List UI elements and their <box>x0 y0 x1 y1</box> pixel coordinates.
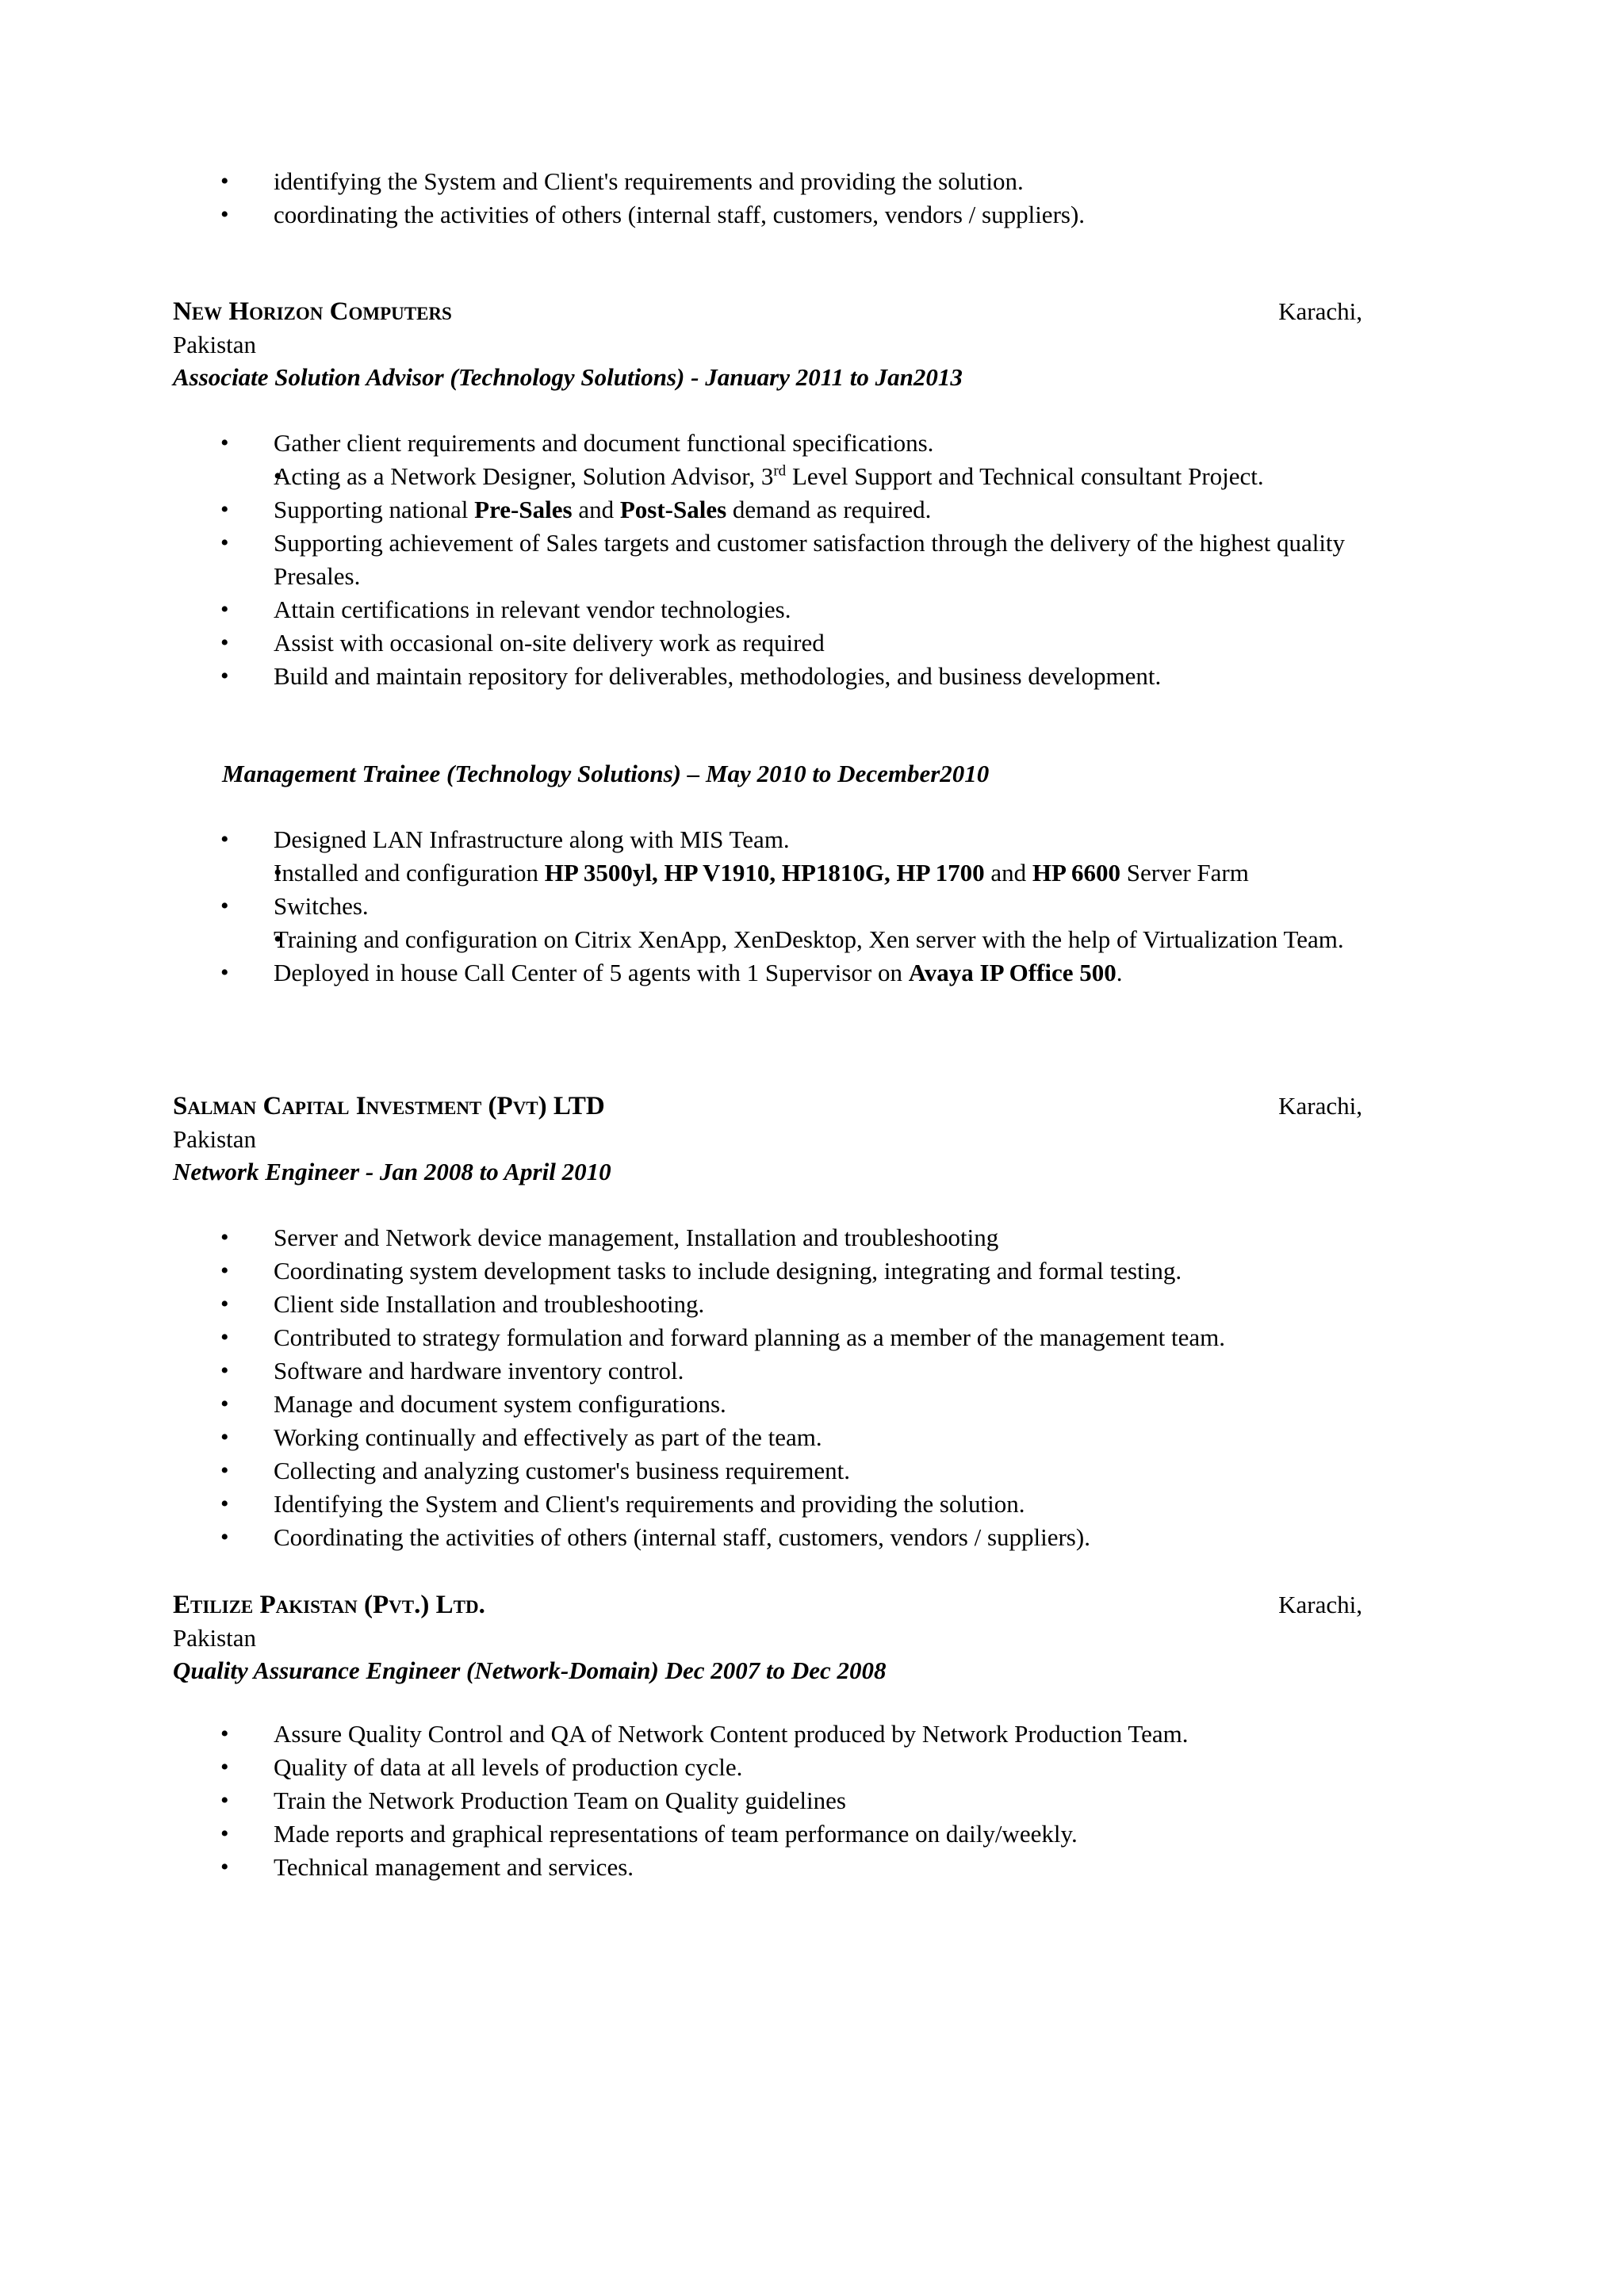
item-text: Installed and configuration <box>274 859 545 887</box>
company-name: Etilize Pakistan (Pvt.) Ltd. <box>173 1591 485 1619</box>
item-bold: Pre-Sales <box>474 496 573 523</box>
item-text: Server Farm <box>1120 859 1249 887</box>
company-header-salman-capital <box>173 1090 1362 1156</box>
item-bold: Avaya IP Office 500 <box>908 959 1116 986</box>
list-item: • Coordinating the activities of others (internal staff, customers, vendors / suppliers). <box>0 1521 1384 1554</box>
job-title: Network Engineer - Jan 2008 to April 2010 <box>173 1158 611 1185</box>
list-item <box>0 493 1384 527</box>
item-text: Level Support and Technical consultant Project. <box>786 462 1264 490</box>
list-item <box>222 856 1396 890</box>
nh-bullet-list <box>0 427 1624 693</box>
company-name: New Horizon Computers <box>173 297 452 326</box>
item-text: Supporting national <box>274 496 475 523</box>
list-item: • Training and configuration on Citrix XenApp, XenDesktop, Xen server with the help of Virtualization Team. <box>222 923 1396 956</box>
list-item: • Software and hardware inventory control. <box>0 1354 1384 1388</box>
intro-bullet-list <box>0 165 1624 232</box>
company-city: Karachi, <box>1278 1092 1362 1120</box>
list-item: • Technical management and services. <box>0 1851 1384 1884</box>
list-item: • identifying the System and Client's requirements and providing the solution. <box>0 165 1384 198</box>
item-text: Acting as a Network Designer, Solution Advisor, 3 <box>274 462 774 490</box>
company-country: Pakistan <box>173 1125 257 1153</box>
item-bold: Post-Sales <box>619 496 727 523</box>
item-text: Switches. <box>274 892 369 920</box>
list-item: • Server and Network device management, Installation and troubleshooting <box>0 1221 1384 1254</box>
item-text: and <box>984 859 1032 887</box>
list-item: • Coordinating system development tasks to include designing, integrating and formal testing. <box>0 1254 1384 1288</box>
superscript: rd <box>773 462 787 480</box>
company-country: Pakistan <box>173 331 257 358</box>
item-text: demand as required. <box>726 496 932 523</box>
list-item: • Collecting and analyzing customer's business requirement. <box>0 1454 1384 1488</box>
item-text: . <box>1116 959 1123 986</box>
list-item: • Designed LAN Infrastructure along with MIS Team. <box>0 823 1384 856</box>
list-item: • Identifying the System and Client's requirements and providing the solution. <box>0 1488 1384 1521</box>
company-header-new-horizon <box>173 295 1362 362</box>
list-item: • Working continually and effectively as part of the team. <box>0 1421 1384 1454</box>
list-item: • Build and maintain repository for deliverables, methodologies, and business development. <box>0 660 1384 693</box>
item-bold: HP 6600 <box>1032 859 1120 887</box>
list-item: • Gather client requirements and document functional specifications. <box>0 427 1384 460</box>
company-header-etilize <box>173 1588 1362 1655</box>
list-item: • Attain certifications in relevant vendor technologies. <box>0 593 1384 626</box>
list-item: • Train the Network Production Team on Quality guidelines <box>0 1784 1384 1817</box>
list-item: • Contributed to strategy formulation and forward planning as a member of the management team. <box>0 1321 1384 1354</box>
company-name: Salman Capital Investment (Pvt) LTD <box>173 1092 605 1120</box>
nh-trainee-bullet-list <box>0 823 1624 990</box>
company-city: Karachi, <box>1278 297 1362 325</box>
list-item: • Assure Quality Control and QA of Network Content produced by Network Production Team. <box>0 1718 1384 1751</box>
list-item: • Quality of data at all levels of production cycle. <box>0 1751 1384 1784</box>
list-item <box>222 460 1396 493</box>
item-bold: HP 3500yl, HP V1910, HP1810G, HP 1700 <box>544 859 985 887</box>
job-title: Management Trainee (Technology Solutions) – May 2010 to December2010 <box>222 760 990 787</box>
list-item: • Supporting achievement of Sales targets and customer satisfaction through the delivery of the highest quality Presales. <box>0 527 1384 593</box>
list-item: • Made reports and graphical representations of team performance on daily/weekly. <box>0 1817 1384 1851</box>
item-text: Deployed in house Call Center of 5 agents with 1 Supervisor on <box>274 959 909 986</box>
list-item <box>0 956 1384 990</box>
et-bullet-list <box>0 1718 1624 1884</box>
item-text: and <box>572 496 620 523</box>
job-title: Quality Assurance Engineer (Network-Domain) Dec 2007 to Dec 2008 <box>173 1656 887 1684</box>
company-country: Pakistan <box>173 1624 257 1652</box>
sc-bullet-list <box>0 1221 1624 1554</box>
company-city: Karachi, <box>1278 1591 1362 1618</box>
list-item: • coordinating the activities of others (internal staff, customers, vendors / suppliers). <box>0 198 1384 232</box>
list-item: • Client side Installation and troubleshooting. <box>0 1288 1384 1321</box>
list-item-continuation <box>0 890 1384 923</box>
job-title: Associate Solution Advisor (Technology Solutions) - January 2011 to Jan2013 <box>173 363 963 391</box>
list-item: • Manage and document system configurations. <box>0 1388 1384 1421</box>
list-item: • Assist with occasional on-site delivery work as required <box>0 626 1384 660</box>
